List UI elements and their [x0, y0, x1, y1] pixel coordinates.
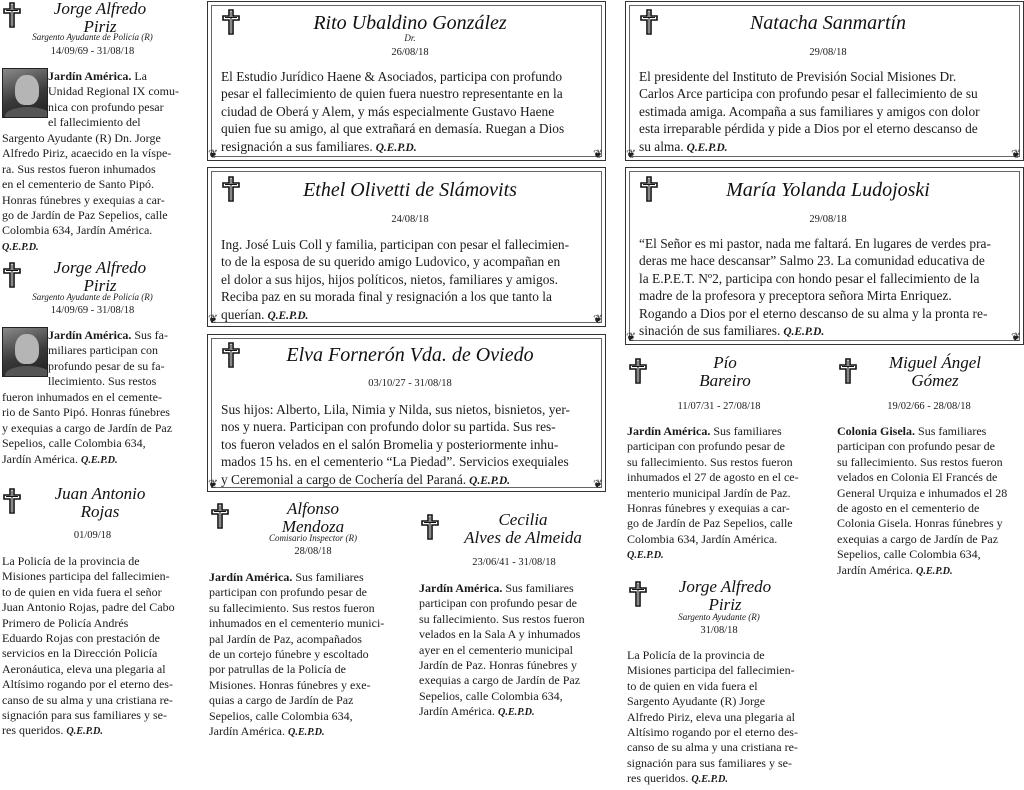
corner-ornament: ❦: [207, 312, 219, 326]
obituary-text: Jardín América. Sus familiares participan con profundo pesar de su fallecimiento. Sus restos fueron inhumados en el cementerio munici- pal Jardín de Paz, acompañados de un cortejo fúnebre y escoltado por patrullas de la Policía de Misiones. Honras fúnebres y exe- quias a cargo de Jardín de Paz Sepelios, calle Colombia 634, Jardín América. Q.E.P.D.: [209, 570, 385, 739]
cross-icon: [2, 2, 22, 28]
deceased-name: Cecilia Alves de Almeida: [464, 510, 582, 547]
qepd-text: Q.E.P.D.: [497, 707, 535, 719]
obituary-dates: 11/07/31 - 27/08/18: [677, 401, 761, 412]
corner-ornament: ❦: [207, 147, 219, 161]
corner-ornament: ❦: [1010, 147, 1022, 161]
qepd-text: Q.E.P.D.: [686, 141, 728, 154]
corner-ornament: ❦: [1010, 330, 1022, 344]
obituary-text-top: Jardín América. Sus fa- miliares participan con profundo pesar de su fa- llecimiento. Sus restos: [48, 328, 168, 389]
deceased-name: Jorge Alfredo Piriz: [53, 0, 147, 36]
deceased-name: Natacha Sanmartín: [749, 12, 907, 34]
corner-ornament: ❦: [625, 147, 637, 161]
obituary-text: Jardín América. Sus familiares participan con profundo pesar de su fallecimiento. Sus restos fueron inhumados el 27 de agosto en el ce- menterio municipal Jardín de Paz. Honras fúnebres y exequias a car- go de Jardín de Paz Sepelios, calle Colombia 634, Jardín América. Q.E.P.D.: [627, 424, 799, 562]
cross-icon: [221, 176, 241, 202]
qepd-text: Q.E.P.D.: [469, 474, 511, 487]
deceased-name: María Yolanda Ludojoski: [726, 179, 930, 201]
qepd-text: Q.E.P.D.: [267, 309, 309, 322]
cross-icon: [221, 9, 241, 35]
qepd-text: Q.E.P.D.: [783, 326, 825, 339]
deceased-rank: Sargento Ayudante de Policía (R): [32, 32, 153, 42]
obituary-text: Sargento Ayudante (R) Dn. Jorge Alfredo Piriz, acaecido en la víspe- ra. Sus restos fueron inhumados en el cementerio de Santo Pipó. Honras fúnebres y exequias a car- go de Jardín de Paz Sepelios, calle Colombia 634, Jardín América. Q.E.P.D.: [2, 131, 172, 253]
obituary-text: Colonia Gisela. Sus familiares participan con profundo pesar de su fallecimiento. Sus restos fueron velados en Colonia El Francés de General Urquiza e inhumados el 28 de agosto en el cementerio de Colonia Gisela. Honras fúnebres y exequias a cargo de Jardín de Paz Sepelios, calle Colombia 634, Jardín América. Q.E.P.D.: [837, 424, 1008, 577]
obituary-date: 26/08/18: [391, 47, 429, 58]
qepd-text: Q.E.P.D.: [375, 141, 417, 154]
obituary-date: 29/08/18: [809, 47, 847, 58]
cross-icon: [639, 9, 659, 35]
deceased-name: Alfonso Mendoza: [281, 499, 345, 536]
obituary-text-top: Jardín América. La Unidad Regional IX comu- nica con profundo pesar el fallecimiento del: [48, 69, 179, 130]
deceased-name: Miguel Ángel Gómez: [888, 353, 982, 390]
deceased-photo: [2, 327, 48, 377]
cross-icon: [639, 176, 659, 202]
deceased-name: Rito Ubaldino González: [313, 12, 507, 34]
obituary-dates: 14/09/69 - 31/08/18: [50, 46, 135, 57]
obituary-text: La Policía de la provincia de Misiones participa del fallecimien- to de quien en vida fuera el Sargento Ayudante (R) Jorge Alfredo Piriz, eleva una plegaria al Altísimo rogando por el eterno des- canso de su alma y una cristiana re- signación para sus familiares y se- res queridos. Q.E.P.D.: [627, 648, 798, 786]
corner-ornament: ❦: [625, 330, 637, 344]
obituary-dates: 19/02/66 - 28/08/18: [887, 401, 971, 412]
obituary-text: “El Señor es mi pastor, nada me faltará. En lugares de verdes pra- deras me hace descansar” Salmo 23. La comunidad educativa de la E.P.E.T. Nº2, participa con hondo pesar el fallecimiento de la madre de la profesora y preceptora señora Mirta Enriquez. Rogando a Dios por el eterno descanso de su alma y la pronta re- sinación de sus familiares. Q.E.P.D.: [639, 236, 991, 339]
cross-icon: [2, 262, 22, 288]
deceased-name: Elva Fornerón Vda. de Oviedo: [286, 344, 534, 366]
obituary-date: 24/08/18: [391, 214, 429, 225]
deceased-rank: Comisario Inspector (R): [269, 533, 357, 543]
deceased-name: Jorge Alfredo Piriz: [678, 577, 772, 614]
deceased-name: Pío Bareiro: [699, 353, 751, 390]
qepd-text: Q.E.P.D.: [66, 726, 103, 738]
obituary-dates: 03/10/27 - 31/08/18: [368, 378, 452, 389]
obituary-date: 29/08/18: [809, 214, 847, 225]
qepd-text: Q.E.P.D.: [691, 774, 728, 786]
obituary-text: Sus hijos: Alberto, Lila, Nimia y Nilda, sus nietos, bisnietos, yer- nos y nuera. Participan con profundo dolor su partida. Sus res- tos fueron velados en el salón Bromelia y posteriormente inhu- mados 15 hs. en el cementerio “La Piedad”. Servicios exequiales y Ceremonial a cargo de Cochería del Paraná. Q.E.P.D.: [221, 402, 570, 487]
obituary-text: fueron inhumados en el cemente- rio de Santo Pipó. Honras fúnebres y exequias a cargo de Jardín de Paz Sepelios, calle Colombia 634, Jardín América. Q.E.P.D.: [2, 390, 173, 466]
qepd-text: Q.E.P.D.: [287, 727, 325, 739]
cross-icon: [221, 342, 241, 368]
qepd-text: Q.E.P.D.: [80, 454, 118, 466]
corner-ornament: ❦: [592, 312, 604, 326]
obituary-text: El presidente del Instituto de Previsión Social Misiones Dr. Carlos Arce participa con profundo pesar el fallecimiento de su estimada amiga. Acompaña a sus familiares y amigos con dolor esta irreparable pérdida y pide a Dios por el eterno descanso de su alma. Q.E.P.D.: [639, 69, 980, 154]
deceased-name: Ethel Olivetti de Slámovits: [303, 179, 517, 201]
deceased-rank: Sargento Ayudante (R): [678, 612, 760, 622]
deceased-title: Dr.: [404, 33, 416, 43]
obituary-text: El Estudio Jurídico Haene & Asociados, participa con profundo pesar el fallecimiento de quien fuera nuestro representante en la ciudad de Oberá y Alem, y más especialmente Gustavo Haene quien fue su amigo, al que extrañará en demasía. Ruegan a Dios resignación a sus familiares. Q.E.P.D.: [221, 69, 565, 154]
deceased-rank: Sargento Ayudante de Policía (R): [32, 292, 153, 302]
obituary-date: 31/08/18: [700, 625, 738, 636]
obituary-dates: 01/09/18: [73, 530, 112, 541]
qepd-text: Q.E.P.D.: [627, 550, 664, 562]
obituary-date: 28/08/18: [294, 546, 332, 557]
obituary-dates: 23/06/41 - 31/08/18: [472, 557, 556, 568]
obituary-text: La Policía de la provincia de Misiones participa del fallecimien- to de quien en vida fuera el señor Juan Antonio Rojas, padre del Cabo Primero de Policía Andrés Eduardo Rojas con prestación de servicios en la Dirección Policía Aeronáutica, eleva una plegaria al Altísimo rogando por el eterno des- canso de su alma y una cristiana re- signación para sus familiares y se- res queridos. Q.E.P.D.: [2, 554, 175, 738]
corner-ornament: ❦: [592, 477, 604, 491]
cross-icon: [2, 488, 22, 514]
obituary-text: Jardín América. Sus familiares participan con profundo pesar de su fallecimiento. Sus restos fueron velados en la Sala A y inhumados ayer en el cementerio municipal Jardín de Paz. Honras fúnebres y exequias a cargo de Jardín de Paz Sepelios, calle Colombia 634, Jardín América. Q.E.P.D.: [419, 581, 585, 719]
deceased-name: Jorge Alfredo Piriz: [53, 258, 147, 295]
obituary-dates: 14/09/69 - 31/08/18: [50, 305, 135, 316]
cross-icon: [420, 514, 440, 540]
qepd-text: Q.E.P.D.: [915, 565, 953, 577]
corner-ornament: ❦: [207, 477, 219, 491]
obituary-text: Ing. José Luis Coll y familia, participan con pesar el fallecimien- to de la esposa de su querido amigo Ludovico, y acompañan en el dolor a sus hijos, hijos políticos, nietos, familiares y amigos. Reciba paz en su morada final y resignación a los que tanto la querían. Q.E.P.D.: [221, 237, 570, 322]
corner-ornament: ❦: [592, 147, 604, 161]
cross-icon: [210, 503, 230, 529]
deceased-name: Juan Antonio Rojas: [54, 484, 146, 521]
deceased-photo: [2, 68, 48, 118]
qepd-text: Q.E.P.D.: [2, 241, 39, 253]
